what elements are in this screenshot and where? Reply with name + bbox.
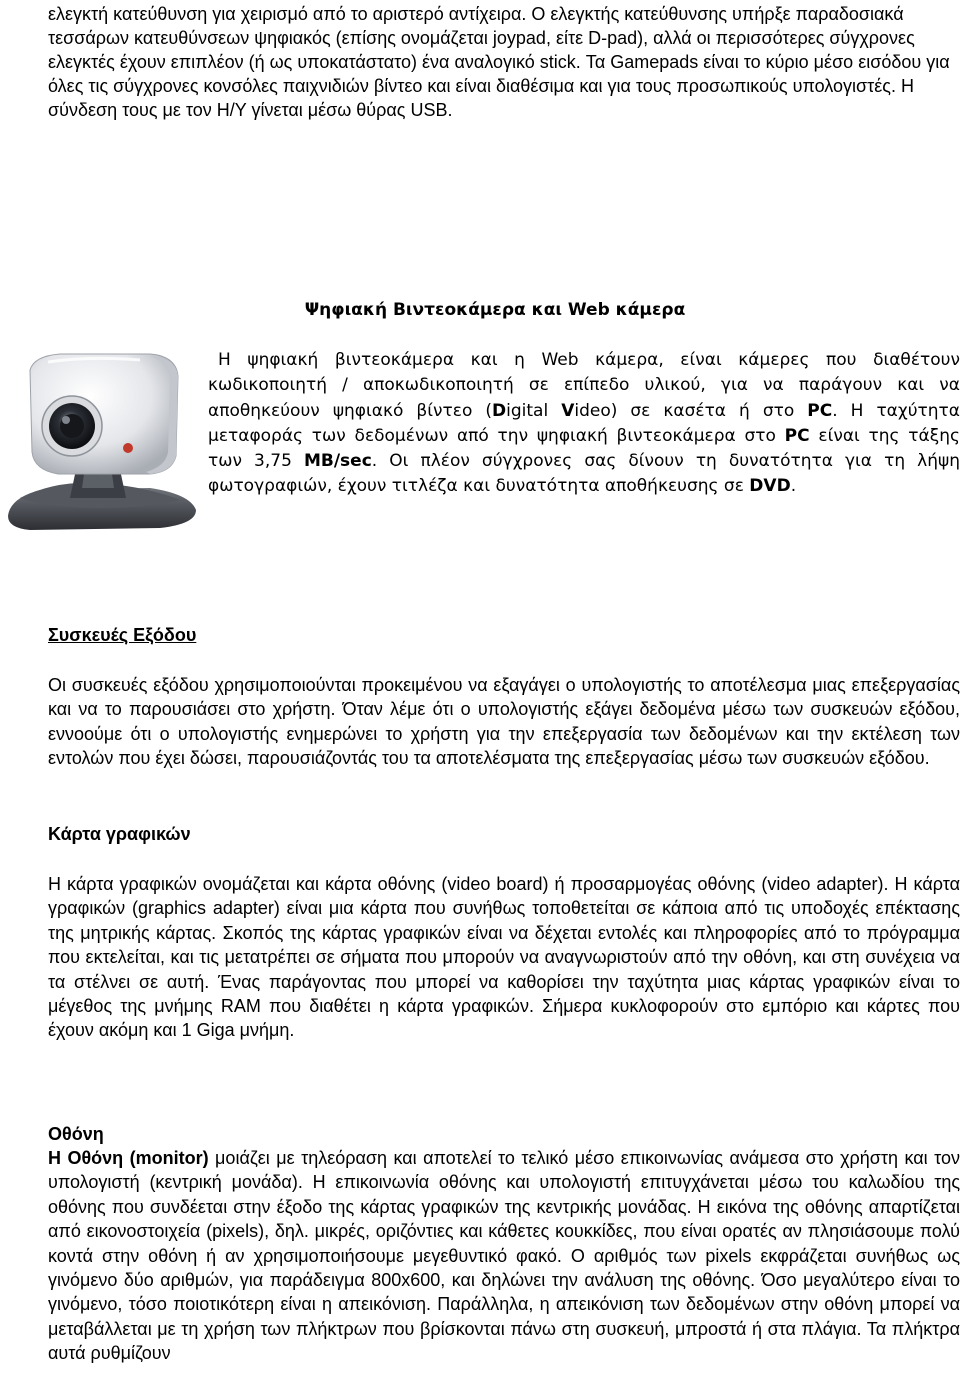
- monitor-heading: Οθόνη: [48, 1124, 104, 1144]
- output-devices-heading: Συσκευές Εξόδου: [48, 625, 197, 645]
- webcam-image: [0, 348, 200, 534]
- output-devices-paragraph: Οι συσκευές εξόδου χρησιμοποιούνται προκειμένου να εξαγάγει ο υπολογιστής το αποτέλεσμα μιας επεξεργασίας και να το παρουσιάσει στο χρήστη. Όταν λέμε ότι ο υπολογιστής εξάγει δεδομένα μέσω των συσκευών εξόδου, εννοούμε ότι ο υπολογιστής ενημερώνει το χρήστη για την επεξεργασία των δεδομένων και την εκτέλεση των εντολών που έχει δώσει, παρουσιάζοντάς του τα αποτελέσματα της επεξεργασίας μέσω των συσκευών εξόδου.: [48, 675, 960, 769]
- intro-paragraph: ελεγκτή κατεύθυνση για χειρισμό από το αριστερό αντίχειρα. Ο ελεγκτής κατεύθυνσης υπήρξε παραδοσιακά τεσσάρων κατευθύνσεων ψηφιακός (επίσης ονομάζεται joypad, είτε D-pad), αλλά οι περισσότερες σύγχρονες ελεγκτές έχουν επιπλέον (ή ως υποκατάστατο) ένα αναλογικό stick. Τα Gamepads είναι το κύριο μέσο εισόδου για όλες τις σύγχρονες κονσόλες παιχνιδιών βίντεο και είναι διαθέσιμα και για τους προσωπικούς υπολογιστές. Η σύνδεση τους με τον Η/Υ γίνεται μέσω θύρας USB.: [48, 4, 950, 120]
- graphics-card-heading: Κάρτα γραφικών: [48, 824, 191, 844]
- webcam-section-title: Ψηφιακή Βιντεοκάμερα και Web κάμερα: [304, 300, 686, 320]
- monitor-lead: Η Οθόνη (monitor): [48, 1148, 209, 1168]
- graphics-card-paragraph: Η κάρτα γραφικών ονομάζεται και κάρτα οθόνης (video board) ή προσαρμογέας οθόνης (video adapter). Η κάρτα γραφικών (graphics adapter) είναι μια κάρτα που συνήθως τοποθετείται σε κάποια από τις υποδοχές επέκτασης της μητρικής κάρτας. Σκοπός της κάρτας γραφικών είναι να δέχεται εντολές και πληροφορίες από το πρόγραμμα που εκτελείται, και τις μετατρέπει σε σήματα που μπορούν να αναγνωριστούν από την οθόνη, και στη συνέχεια να τα στέλνει σε αυτή. Ένας παράγοντας που μπορεί να καθορίσει την ταχύτητα μιας κάρτας γραφικών είναι το μέγεθος της μνήμης RAM που διαθέτει η κάρτα γραφικών. Σήμερα κυκλοφορούν στο εμπόριο και κάρτες που έχουν ακόμη και 1 Giga μνήμη.: [48, 874, 960, 1041]
- webcam-paragraph: Η ψηφιακή βιντεοκάμερα και η Web κάμερα, είναι κάμερες που διαθέτουν κωδικοποιητή / αποκωδικοποιητή σε επίπεδο υλικού, για να παράγουν και να αποθηκεύουν ψηφιακό βίντεο (Digital Video) σε κασέτα ή στο PC. Η ταχύτητα μεταφοράς των δεδομένων από την ψηφιακή βιντεοκάμερα στο PC είναι της τάξης των 3,75 MB/sec. Οι πλέον σύγχρονες σας δίνουν τη δυνατότητα για τη λήψη φωτογραφιών, έχουν τιτλέζα και δυνατότητα αποθήκευσης σε DVD.: [208, 350, 960, 497]
- monitor-paragraph: Η Οθόνη (monitor) μοιάζει με τηλεόραση και αποτελεί το τελικό μέσο επικοινωνίας ανάμεσα στο χρήστη και τον υπολογιστή (κεντρική μονάδα). Η επικοινωνία οθόνης και υπολογιστή επιτυγχάνεται μέσω του καλωδίου της οθόνης που συνδέεται στην έξοδο της κάρτας γραφικών της κεντρικής μονάδας. Η εικόνα της οθόνης απαρτίζεται από εικονοστοιχεία (pixels), δηλ. μικρές, οριζόντιες και κάθετες κουκκίδες, που είναι ορατές αν πλησιάσουμε πολύ κοντά στην οθόνη ή αν χρησιμοποιήσουμε μεγεθυντικό φακό. Ο αριθμός των pixels εκφράζεται συνήθως ως γινόμενο δύο αριθμών, για παράδειγμα 800x600, και δηλώνει την ανάλυση της οθόνης. Όσο μεγαλύτερο είναι το γινόμενο, τόσο ποιοτικότερη είναι η απεικόνιση. Παράλληλα, η απεικόνιση των δεδομένων στην οθόνη μπορεί να μεταβάλλεται με τη χρήση των πλήκτρων που βρίσκονται πάνω στη συσκευή, μπροστά ή στα πλάγια. Τα πλήκτρα αυτά ρυθμίζουν: [48, 1148, 960, 1364]
